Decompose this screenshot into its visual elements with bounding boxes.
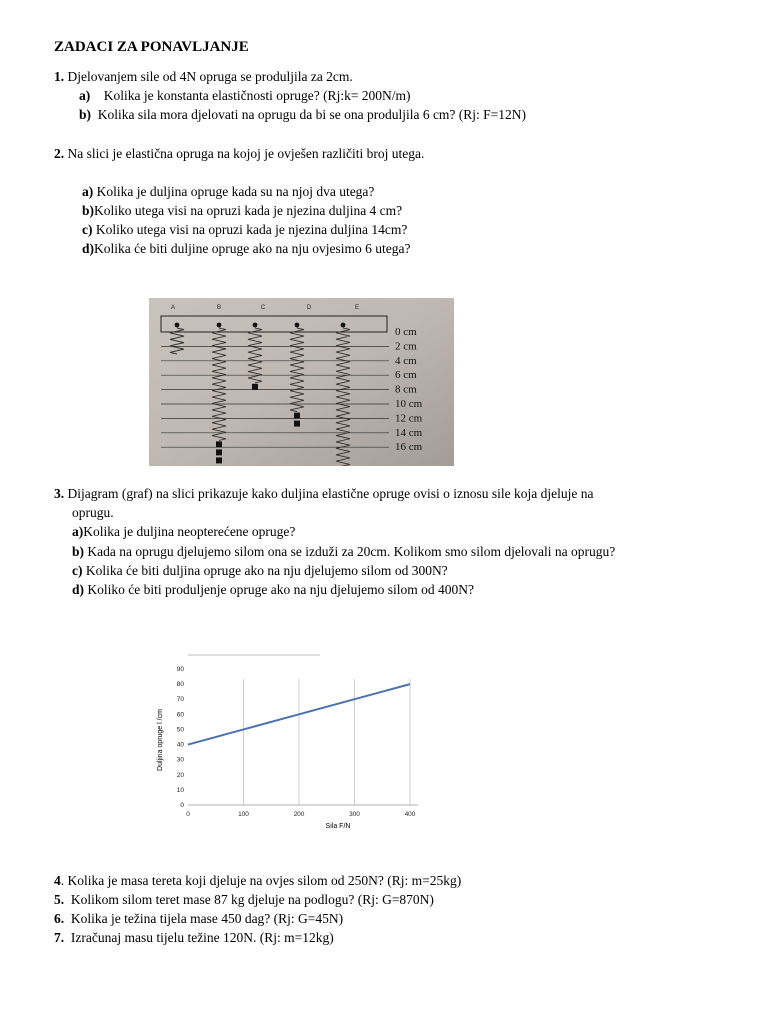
column-label: E	[354, 305, 360, 311]
scale-label: 2 cm	[395, 340, 417, 353]
scale-label: 8 cm	[395, 383, 417, 396]
task-3-sub-b: b) Kada na oprugu djelujemo silom ona se izduži za 20cm. Kolikom smo silom djelovali na oprugu?	[72, 544, 616, 559]
task-6	[54, 910, 343, 928]
task-3-text-cont: oprugu.	[72, 505, 114, 520]
task-text: Kolikom silom teret mase 87 kg djeluje na podlogu? (Rj: G=870N)	[70, 892, 434, 907]
task-text: Na slici je elastična opruga na kojoj je ovješen različiti broj utega.	[67, 146, 425, 161]
page-title: ZADACI ZA PONAVLJANJE	[54, 39, 249, 55]
task-2-sub-b: b)Koliko utega visi na opruzi kada je njezina duljina 4 cm?	[82, 203, 403, 218]
task-text: . Kolika je masa tereta koji djeluje na ovjes silom od 250N? (Rj: m=25kg)	[60, 873, 462, 888]
task-text: Dijagram (graf) na slici prikazuje kako duljina elastične opruge ovisi o iznosu sile koja djeluje na	[67, 486, 594, 501]
task-number: 3.	[54, 486, 65, 501]
task-number: 5.	[54, 892, 65, 907]
y-tick-label: 60	[176, 711, 184, 719]
task-2	[54, 145, 424, 163]
task-3-sub-c: c) Kolika će biti duljina opruge ako na nju djelujemo silom od 300N?	[72, 563, 448, 578]
spring-hook	[217, 323, 222, 328]
task-number: 1.	[54, 69, 65, 84]
spring-hook	[295, 323, 300, 328]
spring-figure	[149, 298, 454, 466]
task-2-sub-a: a) Kolika je duljina opruge kada su na njoj dva utega?	[82, 184, 375, 199]
task-5	[54, 891, 434, 909]
x-tick-label: 0	[186, 811, 190, 818]
weight	[294, 413, 300, 419]
task-3-sub-d: d) Koliko će biti produljenje opruge ako na nju djelujemo silom od 400N?	[72, 582, 474, 597]
scale-label: 16 cm	[395, 441, 423, 454]
x-axis-label: Sila F/N	[325, 823, 351, 830]
weight	[216, 441, 222, 447]
spring-hook	[341, 323, 346, 328]
x-tick-label: 200	[293, 811, 305, 818]
y-axis-label: Duljina opruge l /cm	[157, 709, 164, 771]
task-2-sub-c: c) Koliko utega visi na opruzi kada je njezina duljina 14cm?	[82, 222, 408, 237]
y-tick-label: 80	[176, 681, 184, 689]
y-tick-label: 50	[176, 726, 184, 734]
scale-label: 0 cm	[395, 326, 417, 338]
column-label: B	[216, 305, 222, 311]
task-number: 6.	[54, 911, 65, 926]
spring-hook	[175, 323, 180, 328]
scale-label: 14 cm	[395, 426, 423, 439]
task-number: 7.	[54, 930, 65, 945]
force-length-chart	[148, 648, 446, 846]
weight	[252, 384, 258, 390]
y-tick-label: 10	[176, 786, 184, 794]
column-label: C	[260, 305, 266, 311]
x-tick-label: 100	[238, 811, 249, 818]
y-tick-label: 90	[176, 666, 184, 673]
task-text: Djelovanjem sile od 4N opruga se produljila za 2cm.	[67, 69, 353, 84]
scale-label: 4 cm	[395, 354, 417, 367]
x-tick-label: 300	[349, 811, 360, 818]
task-text: Kolika je težina tijela mase 450 dag? (Rj: G=45N)	[70, 911, 344, 926]
scale-label: 10 cm	[395, 398, 423, 410]
task-3	[54, 485, 593, 503]
task-4	[54, 872, 461, 890]
x-tick-label: 400	[404, 811, 416, 818]
task-3-sub-a: a)Kolika je duljina neopterećene opruge?	[72, 524, 296, 539]
scale-label: 12 cm	[395, 412, 423, 425]
task-number: 2.	[54, 146, 65, 161]
y-tick-label: 40	[176, 741, 184, 749]
task-text: Izračunaj masu tijelu težine 120N. (Rj: m=12kg)	[70, 930, 334, 945]
task-7	[54, 929, 334, 947]
y-tick-label: 70	[176, 696, 184, 704]
weight	[216, 449, 222, 455]
y-tick-label: 20	[176, 771, 184, 779]
task-number: 4	[54, 873, 61, 888]
scale-label: 6 cm	[395, 369, 417, 382]
y-tick-label: 30	[176, 756, 184, 764]
y-tick-label: 0	[180, 802, 184, 809]
task-1	[54, 68, 353, 86]
spring-hook	[253, 323, 258, 328]
weight	[294, 421, 300, 427]
column-label: D	[306, 305, 312, 311]
column-label: A	[170, 305, 176, 311]
task-1-sub-a: a) Kolika je konstanta elastičnosti opruge? (Rj:k= 200N/m)	[79, 88, 411, 103]
task-2-sub-d: d)Kolika će biti duljine opruge ako na nju ovjesimo 6 utega?	[82, 241, 411, 256]
task-1-sub-b: b) Kolika sila mora djelovati na oprugu da bi se ona produljila 6 cm? (Rj: F=12N)	[79, 107, 527, 122]
weight	[216, 457, 222, 463]
